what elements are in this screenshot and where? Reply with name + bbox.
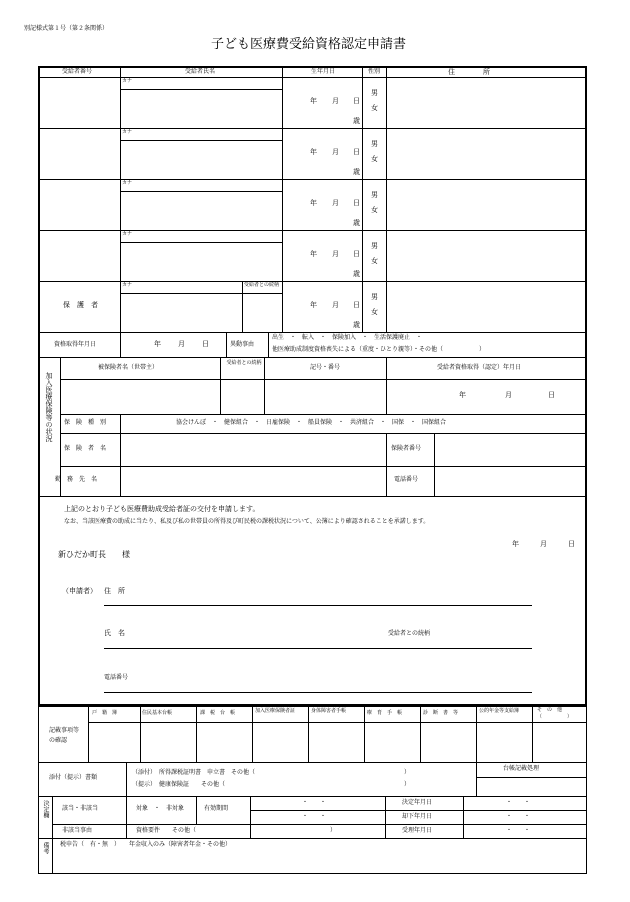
insured-name-label: 被保険者名（世帯主） xyxy=(98,364,159,371)
symbol-no-field[interactable] xyxy=(265,380,386,414)
form-code: 別記様式第１号（第２条関係） xyxy=(24,25,109,32)
recipient-name-field[interactable] xyxy=(121,141,282,179)
qual-day: 日 xyxy=(202,340,209,348)
close-paren-1: ） xyxy=(404,769,411,776)
kana-label: カナ xyxy=(122,282,133,288)
attachments-line-1: （添付） 所得課税証明書 申立書 その他（ xyxy=(132,769,256,776)
male-option[interactable]: 男 xyxy=(371,89,378,97)
address-field[interactable] xyxy=(387,180,587,230)
declaration-date: 年 月 日 xyxy=(512,540,575,548)
age-label: 歳 xyxy=(353,270,360,278)
doc-rehab-handbook: 療 育 手 帳 xyxy=(367,710,403,716)
qual-month: 月 xyxy=(178,340,185,348)
male-option[interactable]: 男 xyxy=(371,140,378,148)
doc-resident-register: 住民基本台帳 xyxy=(142,710,173,716)
applicant-name-label: 氏 名 xyxy=(104,629,125,637)
age-label: 歳 xyxy=(353,321,360,329)
recipient-name-field[interactable] xyxy=(121,90,282,128)
day-label: 日 xyxy=(353,199,360,207)
page-title: 子ども医療費受給資格認定申請書 xyxy=(211,37,407,52)
month-label: 月 xyxy=(332,301,339,309)
remarks-text[interactable]: 税申告（ 有・無 ） 年金収入のみ（障害者年金・その他） xyxy=(60,841,232,848)
insured-relation-label: 受給者との続柄 xyxy=(226,360,262,366)
qualification-date-label: 資格取得年月日 xyxy=(54,341,97,348)
symbol-no-label: 記号・番号 xyxy=(310,364,341,371)
female-option[interactable]: 女 xyxy=(371,155,378,163)
ins-month: 月 xyxy=(505,391,512,399)
reason-options-1[interactable]: 出生 ・ 転入 ・ 保険加入 ・ 生活保護廃止 ・ xyxy=(272,334,423,341)
qual-year: 年 xyxy=(154,340,161,348)
insurance-type-label: 保 険 種 別 xyxy=(64,419,107,426)
col-recipient-name: 受給者氏名 xyxy=(185,68,216,75)
address-field[interactable] xyxy=(387,129,587,179)
reason-label: 異動事由 xyxy=(230,341,255,348)
col-address: 住 所 xyxy=(448,68,490,76)
male-option[interactable]: 男 xyxy=(371,293,378,301)
recipient-no-field[interactable] xyxy=(38,231,120,281)
year-label: 年 xyxy=(310,97,317,105)
acquired-date-label: 受給者資格取得（認定）年月日 xyxy=(437,364,522,371)
kana-label: カナ xyxy=(122,180,133,186)
female-option[interactable]: 女 xyxy=(371,257,378,265)
doc-other: そ の 他 xyxy=(537,707,563,713)
employer-phone-label: 電話番号 xyxy=(394,476,419,483)
month-label: 月 xyxy=(332,148,339,156)
doc-pension-ledger: 公的年金等支給簿 xyxy=(479,708,520,714)
ledger-processing: 台帳記載処理 xyxy=(503,765,540,772)
applicant-phone-field[interactable] xyxy=(150,670,530,690)
doc-medical-cert: 診 断 書 等 xyxy=(423,710,459,716)
insurer-name-label: 保 険 者 名 xyxy=(64,445,107,452)
addressee: 新ひだか町長 様 xyxy=(58,550,130,559)
age-label: 歳 xyxy=(353,168,360,176)
attachments-label: 添付（提示）書類 xyxy=(49,774,98,781)
insurer-name-field[interactable] xyxy=(121,434,386,466)
valid-to[interactable]: ・ ・ xyxy=(302,813,327,820)
valid-period-label: 有効期間 xyxy=(204,805,229,812)
requirement-options[interactable]: 資格要件 その他（ xyxy=(136,827,197,834)
insurance-status-label: 加入医療保険等の状況 xyxy=(45,372,53,442)
declaration-line-1: 上記のとおり子ども医療費助成受給者証の交付を申請します。 xyxy=(64,505,260,513)
applicant-name-field[interactable] xyxy=(140,626,375,646)
day-label: 日 xyxy=(353,301,360,309)
recipient-name-field[interactable] xyxy=(121,243,282,281)
recipient-name-field[interactable] xyxy=(121,192,282,230)
employer-field[interactable] xyxy=(121,467,386,496)
requirement-close-paren: ） xyxy=(330,827,337,834)
guardian-address-field[interactable] xyxy=(387,282,587,332)
applicant-label: （申請者） xyxy=(62,587,97,595)
received-date-label: 受理年月日 xyxy=(402,827,433,834)
kana-label: カナ xyxy=(122,231,133,237)
col-sex: 性別 xyxy=(368,68,381,75)
insurer-no-label: 保険者番号 xyxy=(391,445,422,452)
ins-year: 年 xyxy=(459,391,466,399)
applicable-option[interactable]: 該当・非該当 xyxy=(62,805,99,812)
year-label: 年 xyxy=(310,250,317,258)
office-use-box xyxy=(38,706,587,874)
decided-date-label: 決定年月日 xyxy=(402,799,433,806)
year-label: 年 xyxy=(310,199,317,207)
doc-insurance-card: 加入医療保険者証 xyxy=(255,708,296,714)
applicant-address-field[interactable] xyxy=(140,584,530,604)
age-label: 歳 xyxy=(353,117,360,125)
insured-name-field[interactable] xyxy=(61,380,220,414)
day-label: 日 xyxy=(353,97,360,105)
col-birthdate: 生年月日 xyxy=(311,68,336,75)
kana-label: カナ xyxy=(122,78,133,84)
decision-label: 決定欄 xyxy=(42,800,49,818)
non-applicable-reason: 非該当事由 xyxy=(62,827,93,834)
close-paren-2: ） xyxy=(404,781,411,788)
month-label: 月 xyxy=(332,199,339,207)
ins-day: 日 xyxy=(548,391,555,399)
rejected-date-label: 却下年月日 xyxy=(402,813,433,820)
employer-phone-field[interactable] xyxy=(435,467,587,496)
target-option[interactable]: 対象 ・ 非対象 xyxy=(136,805,185,812)
female-option[interactable]: 女 xyxy=(371,308,378,316)
remarks-label: 備考 xyxy=(42,842,49,854)
declaration-line-2: なお、当該医療費の助成に当たり、私及び私の世帯員の所得及び町民税の課税状況について、公簿により確認されることを承諾します。 xyxy=(64,518,430,525)
female-option[interactable]: 女 xyxy=(371,104,378,112)
applicant-address-label: 住 所 xyxy=(104,587,125,595)
recipient-no-field[interactable] xyxy=(38,129,120,179)
address-field[interactable] xyxy=(387,78,587,128)
recipient-no-field[interactable] xyxy=(38,78,120,128)
recipient-no-field[interactable] xyxy=(38,180,120,230)
employer-label: 勤 務 先 名 xyxy=(55,476,98,483)
attachments-line-2: （提示） 健康保険証 その他（ xyxy=(132,781,226,788)
doc-disability-handbook: 身体障害者手帳 xyxy=(311,708,347,714)
guardian-relation-field[interactable] xyxy=(243,294,282,332)
received-date-value[interactable]: ・ ・ xyxy=(506,827,531,834)
insurance-type-options[interactable]: 協会けんぽ ・ 健保組合 ・ 日雇保険 ・ 船員保険 ・ 共済組合 ・ 国保 ・ 国保組合 xyxy=(176,419,447,426)
col-recipient-no: 受給者番号 xyxy=(62,68,93,75)
age-label: 歳 xyxy=(353,219,360,227)
guardian-relation-label: 受給者との続柄 xyxy=(244,282,280,288)
month-label: 月 xyxy=(332,250,339,258)
address-field[interactable] xyxy=(387,231,587,281)
female-option[interactable]: 女 xyxy=(371,206,378,214)
applicant-relation-label: 受給者との続柄 xyxy=(388,630,431,637)
applicant-phone-label: 電話番号 xyxy=(104,674,129,681)
confirm-label: 記載事項等の確認 xyxy=(49,727,80,744)
doc-family-register: 戸 籍 簿 xyxy=(92,710,118,716)
year-label: 年 xyxy=(310,148,317,156)
doc-tax-ledger: 課 税 台 帳 xyxy=(200,710,236,716)
year-label: 年 xyxy=(310,301,317,309)
male-option[interactable]: 男 xyxy=(371,242,378,250)
month-label: 月 xyxy=(332,97,339,105)
insurer-no-field[interactable] xyxy=(435,434,587,466)
kana-label: カナ xyxy=(122,129,133,135)
rejected-date-value[interactable]: ・ ・ xyxy=(506,813,531,820)
doc-other-paren: （ ） xyxy=(537,714,573,720)
day-label: 日 xyxy=(353,250,360,258)
day-label: 日 xyxy=(353,148,360,156)
guardian-name-field[interactable] xyxy=(121,294,241,332)
male-option[interactable]: 男 xyxy=(371,191,378,199)
decided-date-value[interactable]: ・ ・ xyxy=(506,799,531,806)
valid-from[interactable]: ・ ・ xyxy=(302,799,327,806)
guardian-label: 保 護 者 xyxy=(63,301,98,309)
insured-relation-field[interactable] xyxy=(221,380,264,414)
reason-options-2[interactable]: 他医療助成制度資格喪失による（重度・ひとり親等）・その他（ ） xyxy=(272,346,486,353)
